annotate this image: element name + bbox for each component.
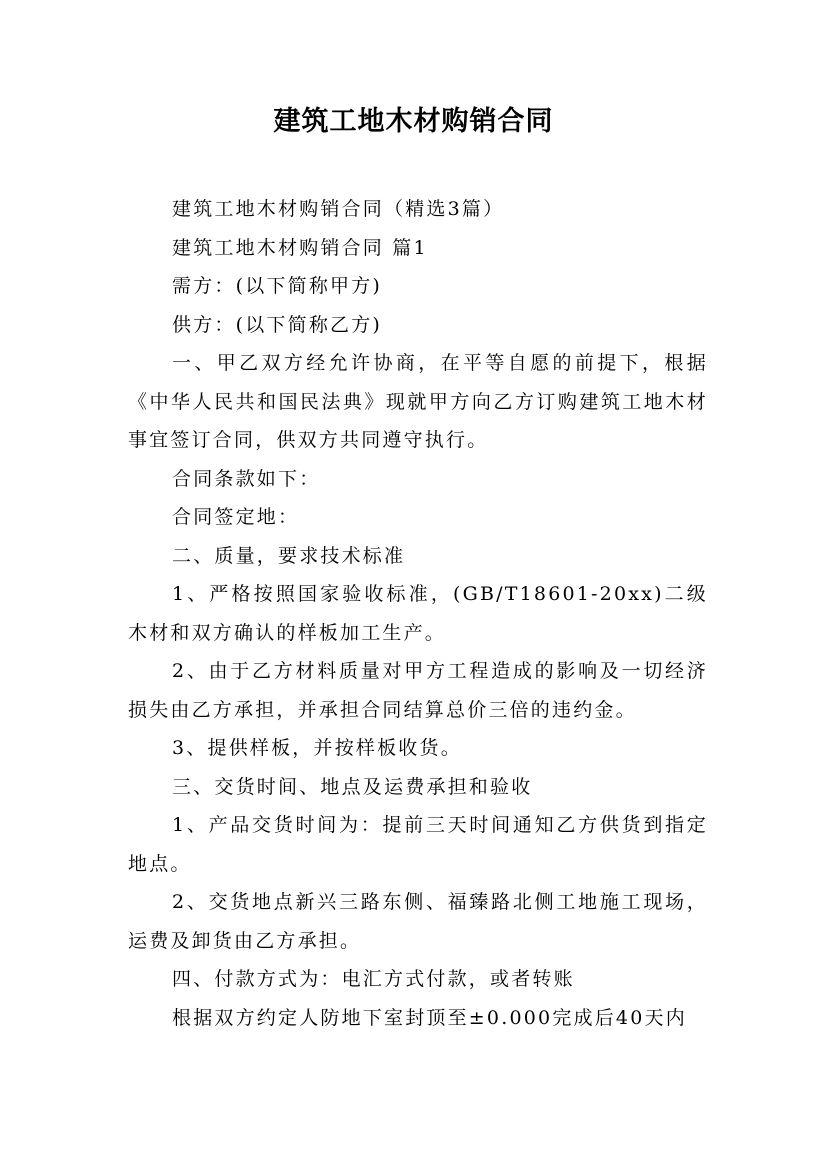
document-body bbox=[128, 190, 708, 1037]
paragraph-clause-2-item-2: 2、由于乙方材料质量对甲方工程造成的影响及一切经济损失由乙方承担，并承担合同结算总价三倍的违约金。 bbox=[128, 660, 708, 721]
document-title: 建筑工地木材购销合同 bbox=[273, 106, 554, 137]
paragraph-signing-place: 合同签定地： bbox=[172, 506, 300, 528]
paragraph-clause-4-title: 四、付款方式为：电汇方式付款，或者转账 bbox=[172, 968, 575, 990]
paragraph-section-title: 建筑工地木材购销合同 篇1 bbox=[172, 236, 428, 259]
paragraph-payment-terms: 根据双方约定人防地下室封顶至±0.000完成后40天内 bbox=[172, 1006, 687, 1029]
paragraph-clause-3-title: 三、交货时间、地点及运费承担和验收 bbox=[172, 775, 533, 798]
paragraph-heading: 建筑工地木材购销合同（精选3篇） bbox=[172, 198, 505, 220]
paragraph-clause-2-item-1: 1、严格按照国家验收标准，(GB/T18601-20xx)二级木材和双方确认的样板加工生产。 bbox=[128, 583, 708, 644]
paragraph-clause-3-item-1: 1、产品交货时间为：提前三天时间通知乙方供货到指定地点。 bbox=[128, 814, 708, 875]
paragraph-clause-3-item-2: 2、交货地点新兴三路东侧、福臻路北侧工地施工现场，运费及卸货由乙方承担。 bbox=[128, 891, 708, 952]
paragraph-terms-intro: 合同条款如下： bbox=[172, 467, 321, 490]
paragraph-buyer: 需方：(以下简称甲方) bbox=[172, 275, 383, 297]
paragraph-clause-2-title: 二、质量，要求技术标准 bbox=[172, 544, 406, 567]
paragraph-clause-1: 一、甲乙双方经允许协商，在平等自愿的前提下，根据《中华人民共和国民法典》现就甲方向乙方订购建筑工地木材事宜签订合同，供双方共同遵守执行。 bbox=[128, 352, 708, 451]
paragraph-clause-2-item-3: 3、提供样板，并按样板收货。 bbox=[172, 737, 462, 759]
paragraph-supplier: 供方：(以下简称乙方) bbox=[172, 313, 383, 336]
